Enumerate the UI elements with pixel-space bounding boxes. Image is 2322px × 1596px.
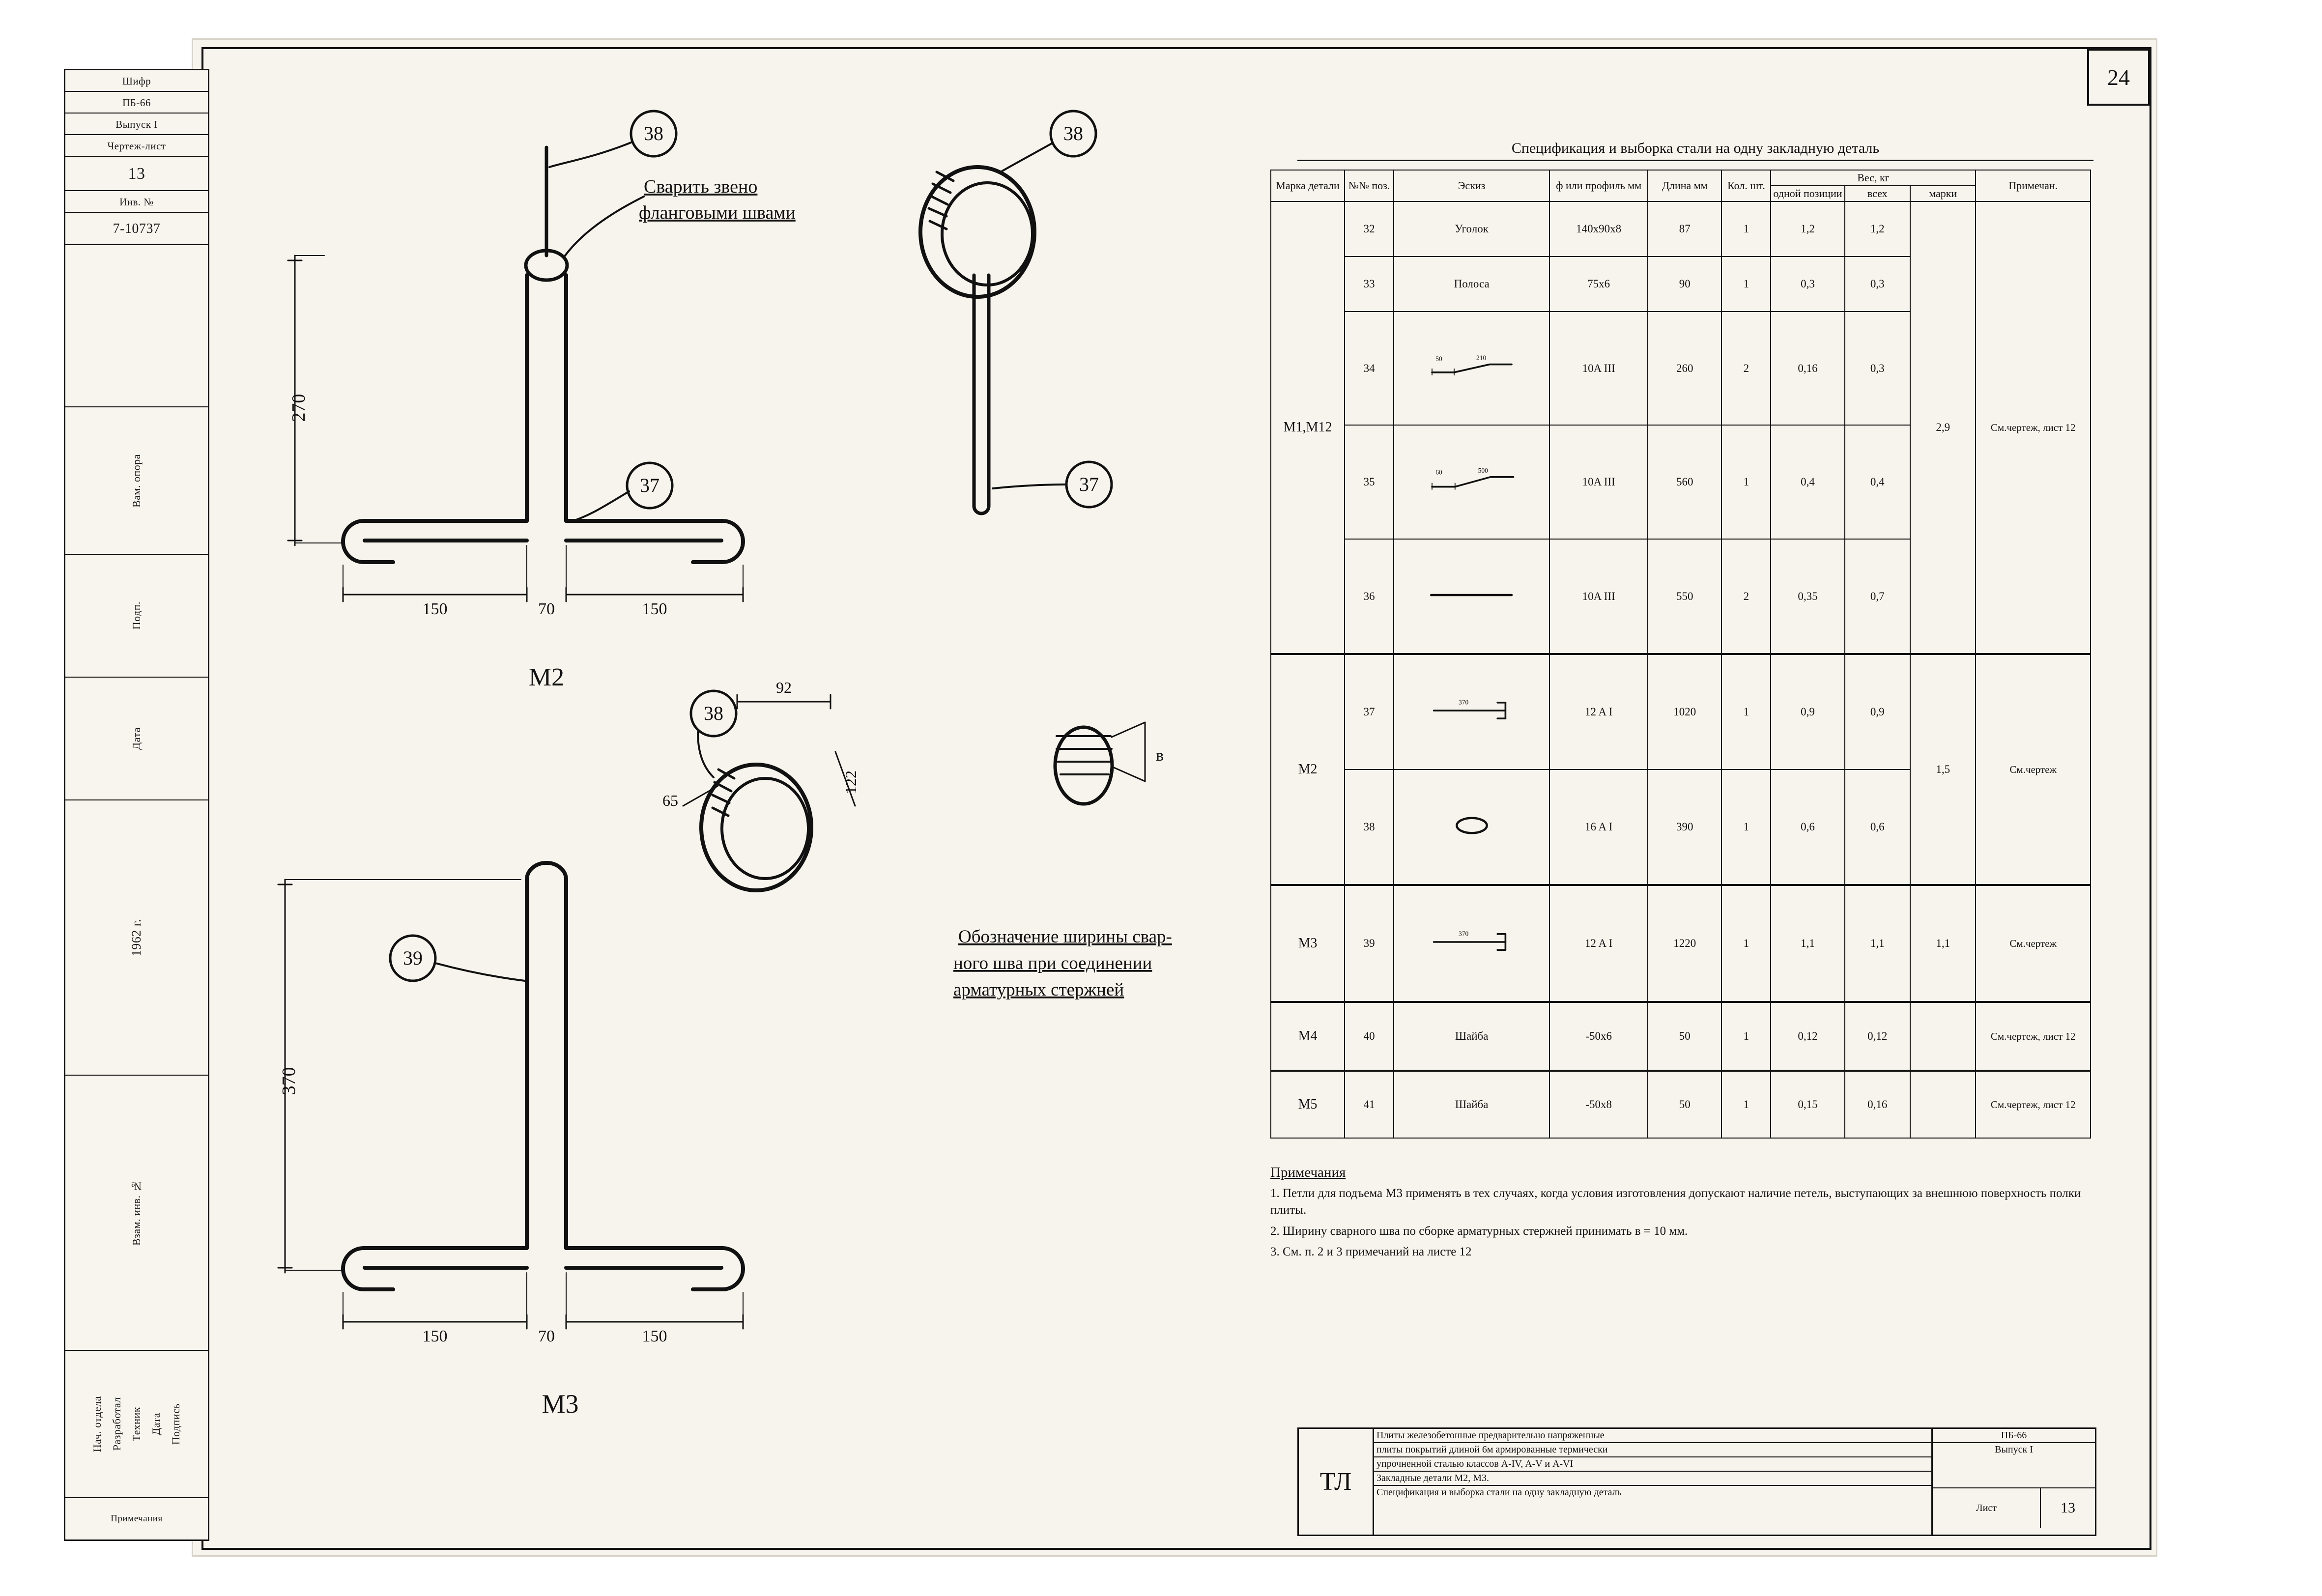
table-row <box>1271 1002 2091 1071</box>
weld-designation-line-3: арматурных стержней <box>953 980 1124 1000</box>
th-weight-group: Вес, кг <box>1771 170 1976 186</box>
spec-cell-length: 390 <box>1648 770 1721 885</box>
spec-cell-profile: 12 A I <box>1549 654 1648 770</box>
table-row <box>1271 1071 2091 1138</box>
spec-cell-sketch: Полоса <box>1394 256 1549 312</box>
stamp-row-3: Чертеж-лист <box>65 135 208 157</box>
spec-cell-pos: 32 <box>1345 201 1394 256</box>
spec-cell-weight-one: 0,3 <box>1771 256 1844 312</box>
spec-cell-length: 50 <box>1648 1002 1721 1071</box>
spec-cell-weight-one: 0,4 <box>1771 425 1844 539</box>
spec-cell-qty: 2 <box>1721 312 1771 425</box>
th-w-one: одной позиции <box>1771 186 1844 201</box>
loop-callout-37: 37 <box>1079 473 1099 495</box>
stamp-bottom-row-0: Нач. отдела <box>91 1396 103 1453</box>
stamp-bottom-row-1: Разработал <box>111 1397 123 1451</box>
stamp-row-0: Шифр <box>65 70 208 92</box>
spec-cell-pos: 37 <box>1345 654 1394 770</box>
spec-cell-profile: -50х8 <box>1549 1071 1648 1138</box>
weld-designation-line-2: ного шва при соединении <box>953 953 1152 973</box>
tb-sheet-label: Лист <box>1933 1488 2041 1528</box>
m2-width-right: 150 <box>642 600 667 618</box>
spec-cell-mark-weight: 1,1 <box>1910 885 1976 1002</box>
spec-cell-length: 50 <box>1648 1071 1721 1138</box>
spec-cell-sketch <box>1394 425 1549 539</box>
spec-cell-profile: 140х90х8 <box>1549 201 1648 256</box>
weld-note-line-1: Сварить звено <box>644 176 758 197</box>
m3-width-left: 150 <box>422 1327 448 1345</box>
stamp-year: 1962 г. <box>129 918 143 957</box>
page-number: 24 <box>2087 49 2150 106</box>
spec-cell-weight-all: 0,12 <box>1845 1002 1910 1071</box>
weld-note-line-2: фланговыми швами <box>639 202 796 223</box>
spec-cell-mark: М5 <box>1271 1071 1345 1138</box>
spec-cell-mark: М3 <box>1271 885 1345 1002</box>
spec-cell-note: См.чертеж, лист 12 <box>1976 201 2091 654</box>
spec-cell-mark: М4 <box>1271 1002 1345 1071</box>
spec-cell-weight-one: 0,15 <box>1771 1071 1844 1138</box>
m3-width-right: 150 <box>642 1327 667 1345</box>
spec-cell-weight-one: 0,35 <box>1771 539 1844 655</box>
loop-dim-122: 122 <box>842 770 860 794</box>
spec-cell-qty: 1 <box>1721 1002 1771 1071</box>
m2-width-mid: 70 <box>538 600 555 618</box>
spec-cell-weight-all: 0,9 <box>1845 654 1910 770</box>
spec-cell-weight-all: 0,3 <box>1845 256 1910 312</box>
spec-cell-sketch <box>1394 312 1549 425</box>
th-w-mark: марки <box>1910 186 1976 201</box>
spec-cell-profile: 75х6 <box>1549 256 1648 312</box>
stamp-row-4: 13 <box>65 157 208 191</box>
spec-cell-mark: М1,М12 <box>1271 201 1345 654</box>
spec-title: Спецификация и выборка стали на одну закладную деталь <box>1297 140 2093 161</box>
loop-mid-callout-38: 38 <box>704 702 723 724</box>
m3-callout-39: 39 <box>403 947 423 969</box>
weld-designation-line-1: Обозначение ширины свар- <box>958 927 1172 947</box>
note-item-3: 3. См. п. 2 и 3 примечаний на листе 12 <box>1270 1245 1472 1259</box>
m2-title: М2 <box>528 663 565 691</box>
spec-cell-sketch <box>1394 539 1549 655</box>
spec-cell-profile: 10A III <box>1549 539 1648 655</box>
title-block <box>1297 1427 2096 1536</box>
m2-height-dim: 270 <box>288 394 309 422</box>
table-row <box>1271 885 2091 1002</box>
spec-cell-qty: 2 <box>1721 539 1771 655</box>
spec-cell-profile: 10A III <box>1549 312 1648 425</box>
spec-cell-profile: 16 A I <box>1549 770 1648 885</box>
tb-sheet-no: 13 <box>2061 1500 2075 1516</box>
spec-cell-sketch <box>1394 885 1549 1002</box>
spec-cell-qty: 1 <box>1721 1071 1771 1138</box>
spec-cell-length: 1020 <box>1648 654 1721 770</box>
th-note: Примечан. <box>1976 170 2091 201</box>
m2-callout-38: 38 <box>644 122 663 144</box>
tb-issue: Выпуск I <box>1933 1443 2095 1488</box>
weld-width-symbol: в <box>1156 746 1164 765</box>
stamp-vertical-0-label: Вам. опора <box>130 454 143 508</box>
spec-cell-weight-one: 1,2 <box>1771 201 1844 256</box>
table-row <box>1271 201 2091 256</box>
stamp-bottom-row-4: Подпись <box>170 1403 182 1445</box>
spec-cell-profile: -50х6 <box>1549 1002 1648 1071</box>
notes-block <box>1270 1165 2106 1260</box>
stamp-row-5: Инв. № <box>65 191 208 213</box>
th-pos: №№ поз. <box>1345 170 1394 201</box>
th-sketch: Эскиз <box>1394 170 1549 201</box>
spec-cell-weight-all: 0,3 <box>1845 312 1910 425</box>
th-profile: ф или профиль мм <box>1549 170 1648 201</box>
stamp-bottom-row-3: Дата <box>150 1413 162 1435</box>
spec-cell-length: 550 <box>1648 539 1721 655</box>
spec-cell-weight-all: 0,4 <box>1845 425 1910 539</box>
spec-cell-pos: 39 <box>1345 885 1394 1002</box>
spec-cell-note: См.чертеж, лист 12 <box>1976 1071 2091 1138</box>
spec-cell-mark-weight <box>1910 1002 1976 1071</box>
spec-cell-qty: 1 <box>1721 885 1771 1002</box>
svg-text:500: 500 <box>1478 467 1488 474</box>
spec-cell-weight-all: 0,7 <box>1845 539 1910 655</box>
spec-cell-sketch: Шайба <box>1394 1002 1549 1071</box>
spec-cell-weight-one: 0,6 <box>1771 770 1844 885</box>
spec-cell-qty: 1 <box>1721 770 1771 885</box>
spec-cell-pos: 33 <box>1345 256 1394 312</box>
th-length: Длина мм <box>1648 170 1721 201</box>
table-row <box>1271 654 2091 770</box>
stamp-vertical-4-label: Взам. инв. № <box>130 1180 143 1246</box>
svg-text:60: 60 <box>1435 468 1442 476</box>
stamp-row-2: Выпуск I <box>65 114 208 135</box>
spec-cell-weight-one: 0,12 <box>1771 1002 1844 1071</box>
spec-cell-weight-all: 0,6 <box>1845 770 1910 885</box>
spec-cell-pos: 34 <box>1345 312 1394 425</box>
th-mark: Марка детали <box>1271 170 1345 201</box>
spec-cell-pos: 38 <box>1345 770 1394 885</box>
spec-cell-sketch <box>1394 654 1549 770</box>
spec-cell-sketch <box>1394 770 1549 885</box>
m2-callout-37: 37 <box>640 474 659 496</box>
spec-cell-mark: М2 <box>1271 654 1345 884</box>
stamp-bottom-row-2: Техник <box>130 1406 143 1442</box>
spec-cell-pos: 36 <box>1345 539 1394 655</box>
spec-cell-sketch: Шайба <box>1394 1071 1549 1138</box>
title-block-text <box>1373 1429 1933 1535</box>
spec-cell-qty: 1 <box>1721 654 1771 770</box>
spec-cell-note: См.чертеж, лист 12 <box>1976 1002 2091 1071</box>
spec-cell-sketch: Уголок <box>1394 201 1549 256</box>
m3-height-dim: 370 <box>279 1067 299 1095</box>
spec-cell-qty: 1 <box>1721 425 1771 539</box>
spec-cell-weight-one: 0,16 <box>1771 312 1844 425</box>
spec-cell-mark-weight: 1,5 <box>1910 654 1976 884</box>
organization-logo: ТЛ <box>1299 1429 1374 1535</box>
spec-cell-length: 1220 <box>1648 885 1721 1002</box>
spec-table <box>1270 170 2091 1123</box>
spec-cell-length: 87 <box>1648 201 1721 256</box>
m3-width-mid: 70 <box>538 1327 555 1345</box>
stamp-bottom-note: Примечания <box>111 1513 163 1524</box>
spec-cell-mark-weight: 2,9 <box>1910 201 1976 654</box>
spec-cell-length: 90 <box>1648 256 1721 312</box>
svg-text:210: 210 <box>1476 354 1486 362</box>
loop-callout-38: 38 <box>1063 122 1083 144</box>
stamp-vertical-2-label: Дата <box>130 727 143 750</box>
m2-width-left: 150 <box>422 600 448 618</box>
stamp-row-1: ПБ-66 <box>65 92 208 114</box>
spec-cell-note: См.чертеж <box>1976 654 2091 884</box>
tb-line-5: Спецификация и выборка стали на одну закладную деталь <box>1376 1487 1622 1498</box>
stamp-vertical-1-label: Подп. <box>130 601 143 630</box>
spec-cell-qty: 1 <box>1721 256 1771 312</box>
svg-text:50: 50 <box>1435 355 1442 363</box>
spec-cell-weight-all: 0,16 <box>1845 1071 1910 1138</box>
spec-cell-profile: 12 A I <box>1549 885 1648 1002</box>
spec-cell-mark-weight <box>1910 1071 1976 1138</box>
loop-dim-92: 92 <box>776 679 792 696</box>
loop-outline-inner <box>942 183 1032 285</box>
tb-line-3: упрочненной сталью классов А-IV, A-V и A-VI <box>1373 1457 1933 1472</box>
spec-cell-profile: 10A III <box>1549 425 1648 539</box>
th-w-all: всех <box>1845 186 1910 201</box>
stamp-row-6: 7-10737 <box>65 213 208 245</box>
loop-dim-65: 65 <box>662 792 678 809</box>
note-item-1: 1. Петли для подъема М3 применять в тех случаях, когда условия изготовления допускают наличие петель, выступающих за внешнюю поверхность полки плиты. <box>1270 1187 2081 1217</box>
tb-code: ПБ-66 <box>1933 1429 2095 1443</box>
spec-cell-length: 560 <box>1648 425 1721 539</box>
spec-cell-weight-all: 1,1 <box>1845 885 1910 1002</box>
title-block-codes <box>1931 1429 2095 1535</box>
tb-line-4: Закладные детали М2, М3. <box>1373 1472 1933 1486</box>
spec-cell-pos: 40 <box>1345 1002 1394 1071</box>
note-item-2: 2. Ширину сварного шва по сборке арматурных стержней принимать в = 10 мм. <box>1270 1224 1688 1238</box>
spec-cell-weight-one: 1,1 <box>1771 885 1844 1002</box>
notes-title: Примечания <box>1270 1165 1346 1180</box>
svg-text:370: 370 <box>1458 930 1468 938</box>
spec-cell-weight-one: 0,9 <box>1771 654 1844 770</box>
spec-cell-qty: 1 <box>1721 201 1771 256</box>
m3-title: М3 <box>542 1389 579 1419</box>
tb-line-1: Плиты железобетонные предварительно напряженные <box>1373 1429 1933 1443</box>
spec-cell-pos: 41 <box>1345 1071 1394 1138</box>
spec-cell-weight-all: 1,2 <box>1845 201 1910 256</box>
th-qty: Кол. шт. <box>1721 170 1771 201</box>
spec-cell-length: 260 <box>1648 312 1721 425</box>
spec-cell-note: См.чертеж <box>1976 885 2091 1002</box>
spec-cell-pos: 35 <box>1345 425 1394 539</box>
tb-line-2: плиты покрытий длиной 6м армированные термически <box>1373 1443 1933 1457</box>
svg-text:370: 370 <box>1458 698 1468 706</box>
